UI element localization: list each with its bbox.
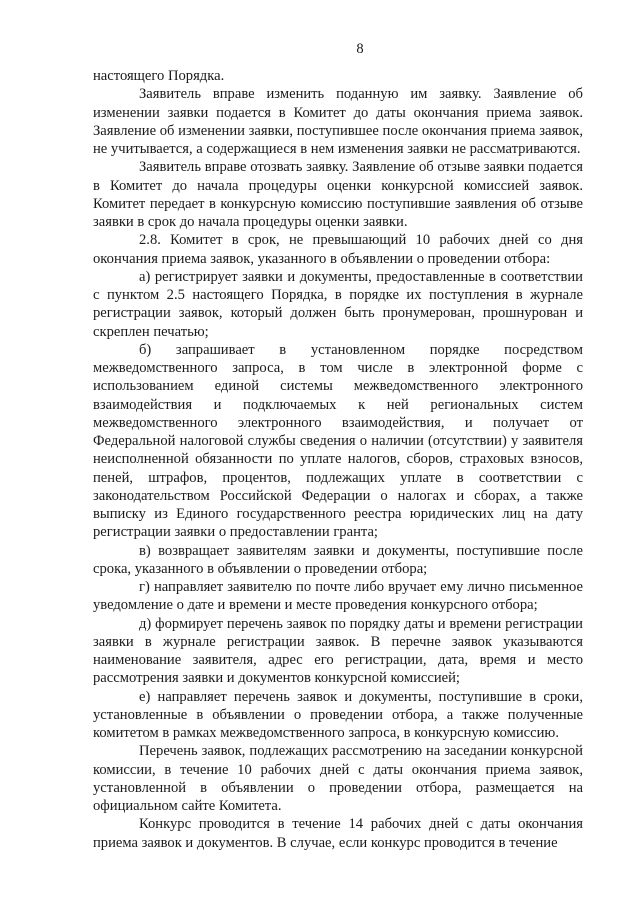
- paragraph-withdraw-application: Заявитель вправе отозвать заявку. Заявление об отзыве заявки подается в Комитет до начала процедуры оценки конкурсной комиссией заявок. Комитет передает в конкурсную комиссию поступившие заявления об отзыве заявки в срок до начала процедуры оценки заявки.: [93, 159, 583, 230]
- paragraph-item-d: д) формирует перечень заявок по порядку даты и времени регистрации заявки в журнале регистрации заявок. В перечне заявок указываются наименование заявителя, адрес его регистрации, дата, время и место рассмотрения заявки и документов конкурсной комиссией;: [93, 615, 583, 687]
- paragraph-change-application: Заявитель вправе изменить поданную им заявку. Заявление об изменении заявки подается в Комитет до даты окончания приема заявок. Заявление об изменении заявки, поступившее после окончания приема заявок, не учитывается, а содержащиеся в нем изменения заявки не рассматриваются.: [93, 86, 583, 157]
- paragraph-clause-2-8: 2.8. Комитет в срок, не превышающий 10 рабочих дней со дня окончания приема заявок, указанного в объявлении о проведении отбора:: [93, 232, 583, 267]
- paragraph-item-v: в) возвращает заявителям заявки и документы, поступившие после срока, указанного в объявлении о проведении отбора;: [93, 542, 583, 577]
- paragraph-continuation: настоящего Порядка.: [93, 68, 225, 84]
- document-body: [93, 67, 583, 852]
- paragraph-item-a: а) регистрирует заявки и документы, предоставленные в соответствии с пунктом 2.5 настоящего Порядка, в порядке их поступления в журнале регистрации заявок, который должен быть пронумерован, прошнурован и скреплен печатью;: [93, 268, 583, 340]
- paragraph-item-g: г) направляет заявителю по почте либо вручает ему лично письменное уведомление о дате и времени и месте проведения конкурсного отбора;: [93, 579, 583, 614]
- paragraph-list-publication: Перечень заявок, подлежащих рассмотрению на заседании конкурсной комиссии, в течение 10 рабочих дней с даты окончания приема заявок, установленной в объявлении о проведении отбора, размещается на официальном сайте Комитета.: [93, 743, 583, 814]
- paragraph-item-b: б) запрашивает в установленном порядке посредством межведомственного запроса, в том числе в электронной форме с использованием единой системы межведомственного электронного взаимодействия и подключаемых к ней региональных систем межведомственного электронного взаимодействия, и получает от Федеральной налоговой службы сведения о наличии (отсутствии) у заявителя неисполненной обязанности по уплате налогов, сборов, страховых взносов, пеней, штрафов, процентов, подлежащих уплате в соответствии с законодательством Российской Федерации о налогах и сборах, а также выписку из Единого государственного реестра юридических лиц на дату регистрации заявки о предоставлении гранта;: [93, 341, 583, 541]
- paragraph-contest-duration: Конкурс проводится в течение 14 рабочих дней с даты окончания приема заявок и документов. В случае, если конкурс проводится в течение: [93, 816, 583, 851]
- page-number: 8: [356, 41, 364, 57]
- paragraph-item-e: е) направляет перечень заявок и документы, поступившие в сроки, установленные в объявлении о проведении отбора, а также полученные комитетом в рамках межведомственного запроса, в конкурсную комиссию.: [93, 688, 583, 741]
